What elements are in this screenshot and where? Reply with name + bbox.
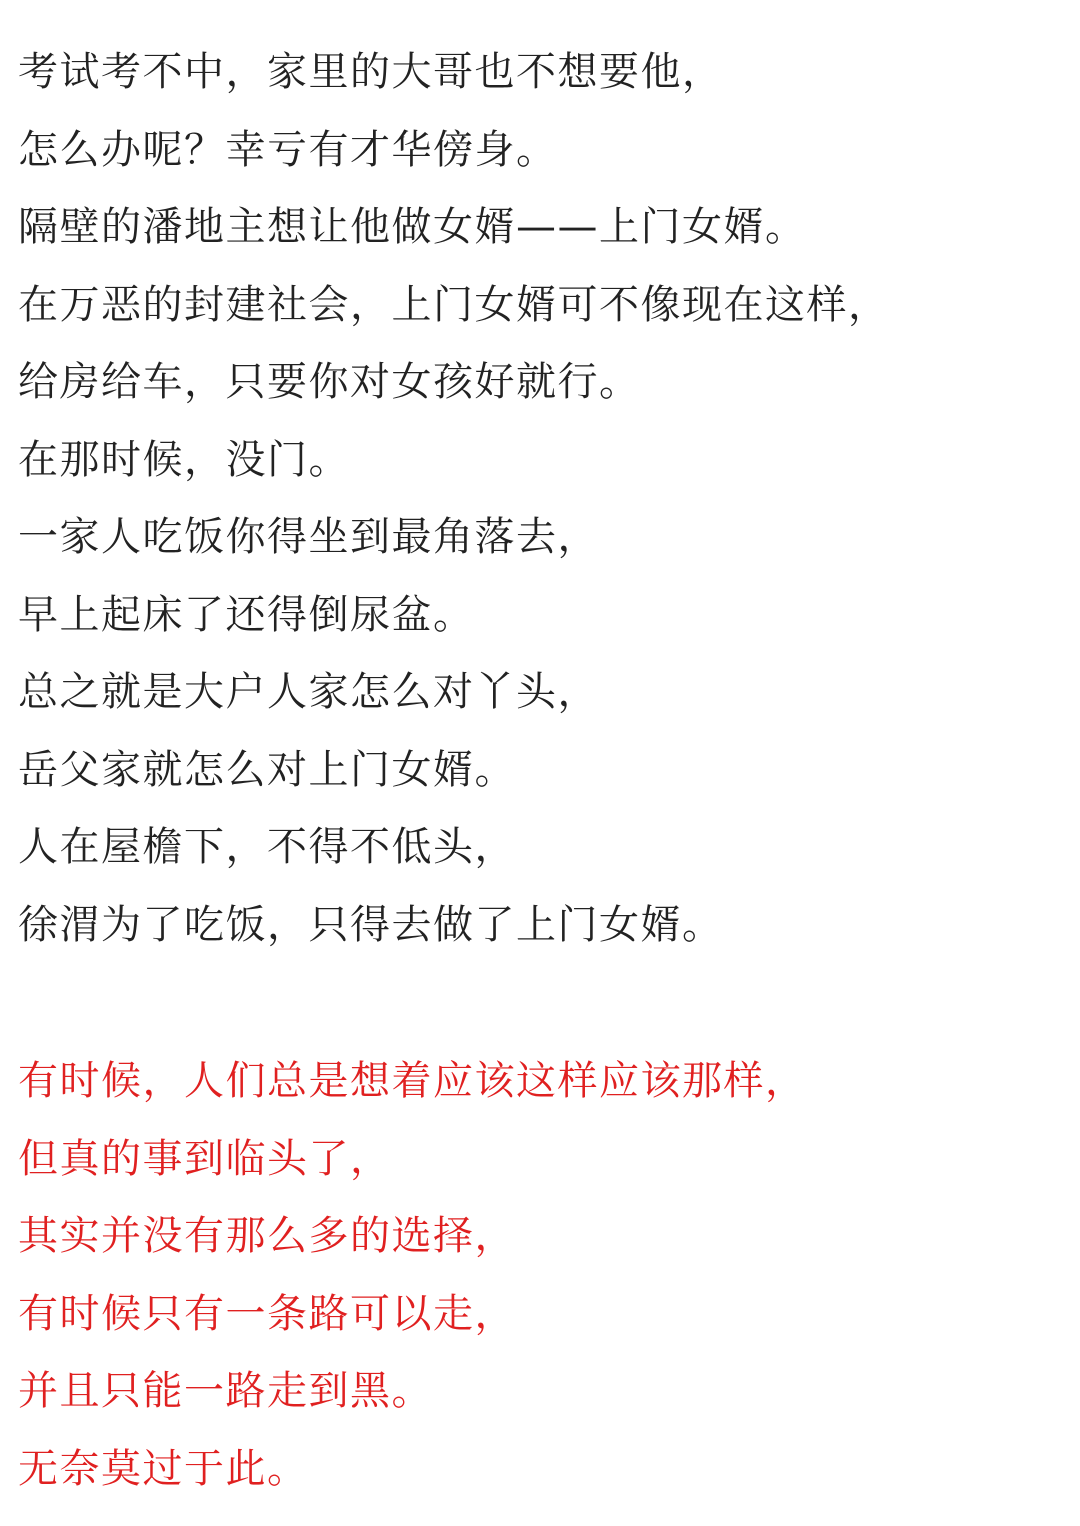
highlight-line: 无奈莫过于此。 [18,1445,309,1492]
text-line: 在万恶的封建社会，上门女婿可不像现在这样， [18,281,890,328]
text-line: 人在屋檐下，不得不低头， [18,824,516,870]
text-line: 徐渭为了吃饭，只得去做了上门女婿。 [18,901,724,948]
paragraph-gap [18,964,1058,1043]
highlight-line: 其实并没有那么多的选择， [18,1213,516,1259]
highlight-line: 并且只能一路走到黑。 [18,1368,433,1414]
text-line: 隔壁的潘地主想让他做女婿——上门女婿。 [18,204,807,250]
text-line: 早上起床了还得倒尿盆。 [18,591,475,638]
text-line: 一家人吃饭你得坐到最角落去， [18,514,599,560]
highlight-line: 但真的事到临头了， [18,1135,392,1182]
highlight-paragraph [18,1043,1058,1508]
text-line: 总之就是大户人家怎么对丫头， [18,669,599,715]
text-line: 给房给车，只要你对女孩好就行。 [18,359,641,405]
narrative-paragraph [18,34,1058,964]
highlight-line: 有时候只有一条路可以走， [18,1290,516,1337]
text-line: 在那时候，没门。 [18,436,350,483]
highlight-line: 有时候，人们总是想着应该这样应该那样， [18,1058,807,1104]
text-line: 怎么办呢？幸亏有才华傍身。 [18,126,558,173]
text-line: 岳父家就怎么对上门女婿。 [18,746,516,793]
text-line: 考试考不中，家里的大哥也不想要他， [18,49,724,95]
article-body [18,34,1058,1508]
